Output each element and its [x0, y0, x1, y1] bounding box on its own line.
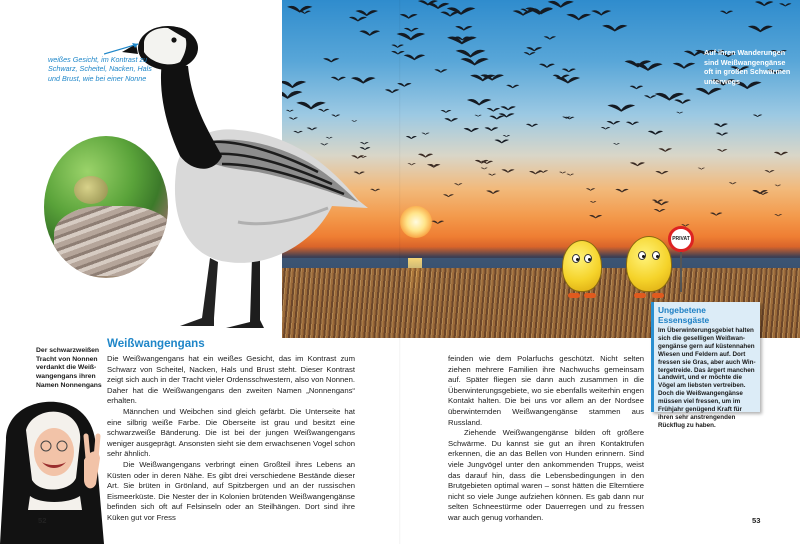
article-heading: Weißwangengans [107, 337, 205, 350]
flying-goose [714, 123, 728, 127]
flying-goose [562, 69, 576, 73]
flying-goose [443, 194, 454, 197]
flying-goose [431, 221, 444, 224]
flying-goose [544, 36, 556, 39]
flying-goose [606, 121, 620, 125]
flying-goose [655, 93, 684, 101]
flying-goose [481, 168, 488, 170]
page-gutter [399, 0, 401, 544]
private-sign: PRIVAT [668, 226, 694, 252]
flying-goose [716, 132, 729, 135]
flying-goose [556, 77, 580, 83]
flying-goose [444, 118, 458, 122]
flying-goose [673, 63, 696, 69]
flying-goose [391, 45, 404, 48]
flying-goose [404, 28, 419, 32]
flying-goose [717, 149, 728, 152]
flying-goose [385, 89, 399, 93]
flying-goose [720, 11, 733, 14]
flying-goose [486, 190, 500, 194]
flying-goose [501, 169, 514, 172]
flying-goose [566, 14, 591, 21]
flying-goose [602, 25, 627, 32]
flying-goose [658, 148, 672, 152]
flying-goose [774, 152, 788, 156]
flying-goose [434, 69, 447, 72]
flying-goose [467, 99, 491, 105]
flying-goose [590, 201, 597, 203]
flying-goose [440, 12, 459, 17]
flying-goose [586, 188, 595, 190]
flying-goose [774, 214, 782, 216]
paragraph: Die Weißwangengans hat ein weißes Gesicht, das im Kontrast zum Schwarz von Scheitel, Nacken, Hals und Brust steht. Dieser Kontrast zeigt sich auch in der Tracht vieler Ordensschwestern, also von Nonnen. Daher hat die Weißwangengans den zweiten Namen „Nonnengans“ erhalten. [107, 354, 355, 406]
cartoon-chick-left [562, 240, 602, 292]
flying-goose [566, 174, 574, 176]
flying-goose [559, 172, 566, 174]
flying-goose [349, 17, 367, 22]
gosling [74, 176, 108, 204]
flying-goose [755, 1, 773, 6]
flying-goose [440, 110, 451, 113]
flying-goose [591, 10, 611, 15]
flying-goose [654, 209, 666, 212]
flying-goose [474, 115, 481, 117]
flying-goose [695, 88, 721, 95]
flying-goose [456, 50, 486, 58]
caption-flock: Auf ihren Wanderungen sind Weißwangengänse oft in großen Schwärmen unterwegs [704, 48, 791, 86]
barnacle-goose-illustration [118, 22, 380, 332]
pointer-arrow [104, 40, 144, 56]
flying-goose [488, 174, 496, 176]
flying-goose [489, 116, 504, 120]
flying-goose [404, 55, 426, 61]
flying-goose [513, 10, 534, 16]
flying-goose [464, 128, 479, 132]
caption-face: weißes Gesicht, im Kontrast zu Schwarz, Scheitel, Nacken, Hals und Brust, wie bei einer Nonne [48, 55, 152, 83]
flying-goose [421, 133, 429, 135]
flying-goose [447, 7, 476, 15]
info-box-text: Im Überwinterungsgebiet halten sich die geselligen Weißwangengänse gern auf küstennahen Wiesen und Feldern auf. Dort fressen sie Gras, aber auch Wintergetreide. Das ärgert manchen Landwirt, und er möchte die Vögel am liebsten vertreiben. Doch die Weißwangengänse müssen viel fressen, um im Frühjahr genügend Kraft für ihren sehr anstrengenden Rückflug zu haben. [658, 327, 756, 429]
flying-goose [630, 162, 645, 166]
flying-goose [391, 51, 405, 55]
flying-goose [615, 189, 628, 193]
nun-illustration [0, 400, 110, 544]
flying-goose [524, 52, 536, 55]
paragraph: feinden wie dem Polarfuchs geschützt. Nicht selten ziehen mehrere Familien ihre Nachwuchs gemeinsam auf. Später fliegen sie dann auch zusammen in die Überwinterungsgebiete, wo sie ebenfalls weiterhin engen Kontakt halten. Die bei uns vor allem an der Nordsee überwinternden Weißwangengänse stammen aus Russland. [448, 354, 644, 427]
flying-goose [487, 108, 501, 112]
flying-goose [654, 201, 669, 205]
flying-goose [607, 104, 635, 111]
flying-goose [710, 212, 722, 215]
flying-goose [655, 171, 668, 174]
flying-goose [644, 95, 657, 98]
flying-goose [764, 170, 774, 173]
flying-goose [526, 124, 538, 127]
article-column-1 [107, 354, 355, 524]
flying-goose [529, 171, 542, 174]
flying-goose [506, 85, 519, 88]
flying-goose [601, 127, 611, 130]
sign-pole [680, 252, 682, 292]
flying-goose [684, 51, 705, 57]
flying-goose [539, 64, 555, 68]
page-number-left: 52 [38, 516, 47, 525]
flying-goose [589, 215, 602, 218]
flying-goose [548, 1, 574, 8]
flying-goose [447, 37, 477, 45]
caption-nun: Der schwarzweißen Tracht von Nonnen verdankt die Weißwangengans ihren Namen Nonnengans [36, 347, 102, 389]
paragraph: Männchen und Weibchen sind gleich gefärbt. Die Unterseite hat eine silbrig weiße Farbe. Die Oberseite ist grau und besitzt eine schwarzweiße Bänderung. Die ist bei der jungen Weißwangengans weniger ausgeprägt. Ansonsten sieht sie dem erwachsenen Vogel schon sehr ähnlich. [107, 406, 355, 459]
flying-goose [775, 185, 782, 187]
flying-goose [485, 127, 499, 131]
flying-goose [630, 86, 644, 90]
flying-goose [613, 143, 620, 145]
info-box [651, 302, 760, 429]
paragraph: Die Weißwangengans verbringt einen Großteil ihres Lebens an Küsten oder in deren Nähe. Es gibt drei verschiedene Bestände dieser Art. Sie brüten in Grönland, auf Spitzbergen und an der russischen Eismeerküste. Die Nester der in Kolonien brütenden Weißwangengänse befinden sich oft auf Felsinseln oder an Steilhängen. Dort sind ihre Küken gut vor Fress [107, 459, 355, 522]
flying-goose [698, 168, 705, 170]
flying-goose [676, 112, 683, 114]
flying-goose [729, 182, 737, 184]
flying-goose [757, 192, 768, 195]
paragraph: Ziehende Weißwangengänse bilden oft größere Schwärme. Du kannst sie gut an ihren Kontaktrufen erkennen, die an das Bellen von Hunden erinnern. Sind viele Jungvögel unter den ankommenden Trupps, weist das darauf hin, dass die Lebensbedingungen in den Brutgebieten optimal waren – sonst hätten die Elterntiere nicht so viele Junge aufziehen können. Es gab dann nur selten Schneestürme oder Dauerregen und zu fressen war auch genug vorhanden. [448, 428, 644, 522]
flying-goose [626, 122, 639, 126]
flying-goose [406, 136, 417, 139]
flying-goose [503, 135, 510, 137]
flying-goose [455, 26, 472, 31]
flying-goose [460, 58, 488, 65]
flying-goose [648, 131, 663, 135]
flying-goose [407, 163, 416, 165]
article-column-2 [448, 354, 644, 524]
flying-goose [500, 106, 515, 110]
cartoon-chick-right [626, 236, 672, 292]
flying-goose [355, 10, 378, 16]
flying-goose [418, 154, 433, 158]
info-box-title: Ungebetene Essensgäste [658, 305, 710, 325]
flying-goose [779, 3, 791, 6]
flying-goose [674, 99, 691, 103]
flying-goose [748, 26, 773, 33]
flying-goose [753, 114, 763, 117]
flying-goose [400, 14, 418, 19]
flying-goose [454, 183, 462, 185]
page-number-right: 53 [752, 516, 761, 525]
flying-goose [494, 139, 509, 143]
flying-goose [526, 47, 542, 51]
